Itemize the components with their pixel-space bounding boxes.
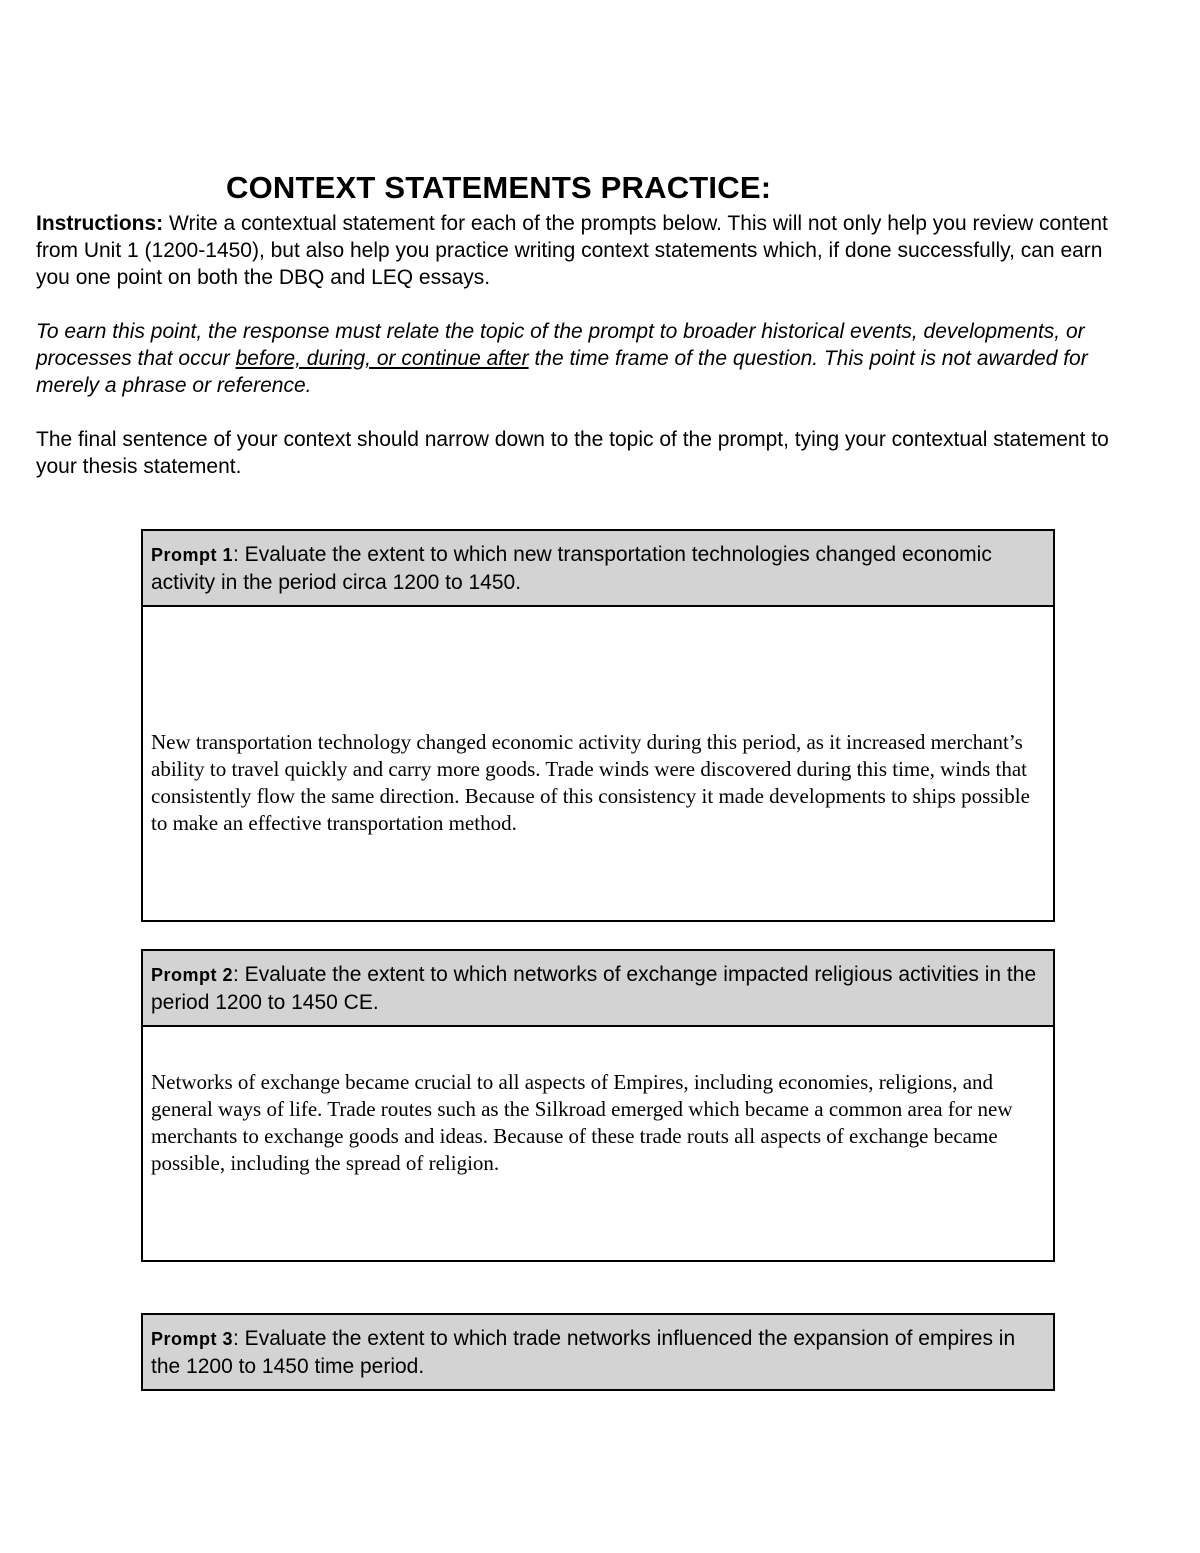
prompt-3-text: : Evaluate the extent to which trade networks influenced the expansion of empires in the 1200 to 1450 time period. [151,1327,1016,1378]
prompt-3-label: Prompt 3 [151,1329,234,1349]
instructions-label: Instructions: [36,212,164,235]
page-title: CONTEXT STATEMENTS PRACTICE: [226,170,772,205]
prompt-2-header [143,951,1053,1027]
instructions-block [36,210,1116,480]
prompt-3-box [141,1313,1055,1391]
prompt-1-header [143,531,1053,607]
criteria-underlined-text: before, during, or continue after [235,347,529,370]
instructions-paragraph [36,210,1116,291]
final-note: The final sentence of your context should narrow down to the topic of the prompt, tying your contextual statement to your thesis statement. [36,428,1109,478]
criteria-text-end: the time frame of the question. This point is not awarded for merely a phrase or reference. [36,347,1088,397]
prompt-1-label: Prompt 1 [151,545,234,565]
instructions-text: Write a contextual statement for each of the prompts below. This will not only help you review content from Unit 1 (1200-1450), but also help you practice writing context statements which, if done successfully, can earn you one point on both the DBQ and LEQ essays. [36,212,1108,289]
criteria-text-start: To earn this point, the response must relate the topic of the prompt to broader historical events, developments, or processes that occur [36,320,1085,370]
prompt-3-header [143,1315,1053,1389]
criteria-paragraph [36,318,1116,399]
prompt-1-response[interactable]: New transportation technology changed economic activity during this period, as it increased merchant’s ability to travel quickly and carry more goods. Trade winds were discovered during this time, winds that consistently flow the same direction. Because of this consistency it made developments to ships possible to make an effective transportation method. [151,730,1030,835]
prompt-2-response[interactable]: Networks of exchange became crucial to all aspects of Empires, including economies, religions, and general ways of life. Trade routes such as the Silkroad emerged which became a common area for new merchants to exchange goods and ideas. Because of these trade routs all aspects of exchange became possible, including the spread of religion. [151,1070,1013,1175]
prompt-1-box [141,529,1055,922]
prompt-2-text: : Evaluate the extent to which networks of exchange impacted religious activities in the period 1200 to 1450 CE. [151,963,1037,1014]
prompt-2-box [141,949,1055,1262]
prompt-1-text: : Evaluate the extent to which new transportation technologies changed economic activity in the period circa 1200 to 1450. [151,543,992,594]
prompt-2-label: Prompt 2 [151,965,234,985]
